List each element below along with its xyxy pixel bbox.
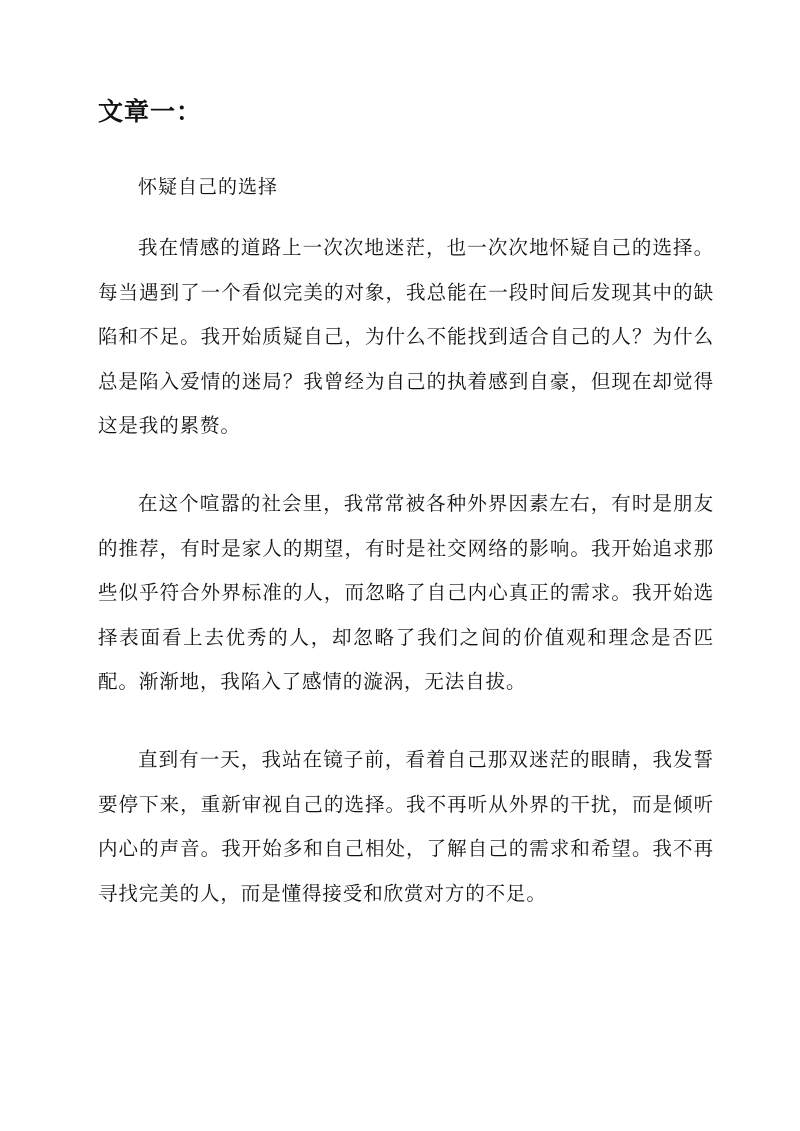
article-subtitle: 怀疑自己的选择 bbox=[138, 176, 279, 198]
paragraph-3: 直到有一天，我站在镜子前，看着自己那双迷茫的眼睛，我发誓要停下来，重新审视自己的选择。我不再听从外界的干扰，而是倾听内心的声音。我开始多和自己相处，了解自己的需求和希望。我不再寻找完美的人，而是懂得接受和欣赏对方的不足。 bbox=[98, 748, 714, 905]
article-heading: 文章一： bbox=[98, 97, 203, 126]
paragraph-2: 在这个喧嚣的社会里，我常常被各种外界因素左右，有时是朋友的推荐，有时是家人的期望，有时是社交网络的影响。我开始追求那些似乎符合外界标准的人，而忽略了自己内心真正的需求。我开始选择表面看上去优秀的人，却忽略了我们之间的价值观和理念是否匹配。渐渐地，我陷入了感情的漩涡，无法自拔。 bbox=[98, 492, 714, 693]
paragraph-1: 我在情感的道路上一次次地迷茫，也一次次地怀疑自己的选择。每当遇到了一个看似完美的对象，我总能在一段时间后发现其中的缺陷和不足。我开始质疑自己，为什么不能找到适合自己的人？为什么总是陷入爱情的迷局？我曾经为自己的执着感到自豪，但现在却觉得这是我的累赘。 bbox=[98, 236, 714, 437]
